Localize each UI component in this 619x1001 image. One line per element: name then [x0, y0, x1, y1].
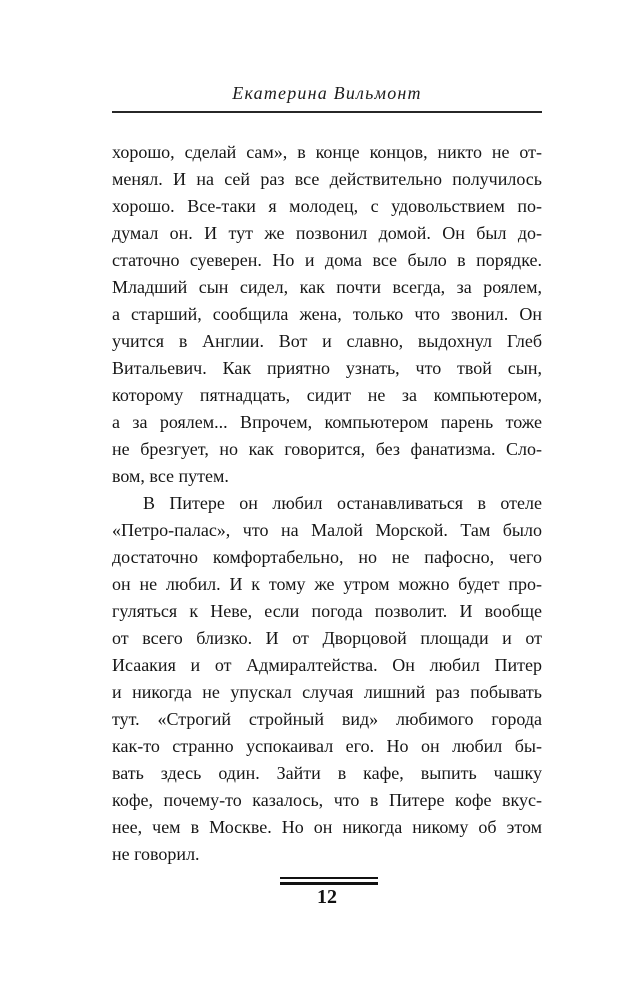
- text-line: Исаакия и от Адмиралтейства. Он любил Питер: [112, 655, 542, 675]
- page-number: 12: [317, 886, 337, 908]
- text-line: Младший сын сидел, как почти всегда, за роялем,: [112, 277, 542, 297]
- body-text: [112, 139, 542, 868]
- text-line: вать здесь один. Зайти в кафе, выпить чашку: [112, 763, 542, 783]
- footer-double-rule: [280, 877, 378, 885]
- text-line: менял. И на сей раз все действительно получилось: [112, 169, 542, 189]
- text-line: тут. «Строгий стройный вид» любимого города: [112, 709, 542, 729]
- text-line: а старший, сообщила жена, только что звонил. Он: [112, 304, 542, 324]
- text-line: хорошо, сделай сам», в конце концов, никто не от-: [112, 142, 542, 162]
- text-line: вом, все путем.: [112, 466, 229, 486]
- text-line: нее, чем в Москве. Но он никогда никому об этом: [112, 817, 542, 837]
- text-line: не говорил.: [112, 844, 200, 864]
- text-line: и никогда не упускал случая лишний раз побывать: [112, 682, 542, 702]
- text-line: «Петро-палас», что на Малой Морской. Там было: [112, 520, 542, 540]
- text-line: кофе, почему-то казалось, что в Питере кофе вкус-: [112, 790, 542, 810]
- text-line: не брезгует, но как говорится, без фанатизма. Сло-: [112, 439, 542, 459]
- text-line: а за роялем... Впрочем, компьютером парень тоже: [112, 412, 542, 432]
- running-header-author: Екатерина Вильмонт: [232, 83, 422, 103]
- text-line: достаточно комфортабельно, но не пафосно, чего: [112, 547, 542, 567]
- text-line: он не любил. И к тому же утром можно будет про-: [112, 574, 542, 594]
- header-rule: [112, 111, 542, 113]
- text-line: от всего близко. И от Дворцовой площади и от: [112, 628, 542, 648]
- text-line: статочно суеверен. Но и дома все было в порядке.: [112, 250, 542, 270]
- text-line: хорошо. Все-таки я молодец, с удовольствием по-: [112, 196, 542, 216]
- text-line: учится в Англии. Вот и славно, выдохнул Глеб: [112, 331, 542, 351]
- text-line: Витальевич. Как приятно узнать, что твой сын,: [112, 358, 542, 378]
- text-line: как-то странно успокаивал его. Но он любил бы-: [112, 736, 542, 756]
- text-line: гуляться к Неве, если погода позволит. И вообще: [112, 601, 542, 621]
- text-line: которому пятнадцать, сидит не за компьютером,: [112, 385, 542, 405]
- text-line: В Питере он любил останавливаться в отеле: [143, 493, 542, 513]
- text-line: думал он. И тут же позвонил домой. Он был до-: [112, 223, 542, 243]
